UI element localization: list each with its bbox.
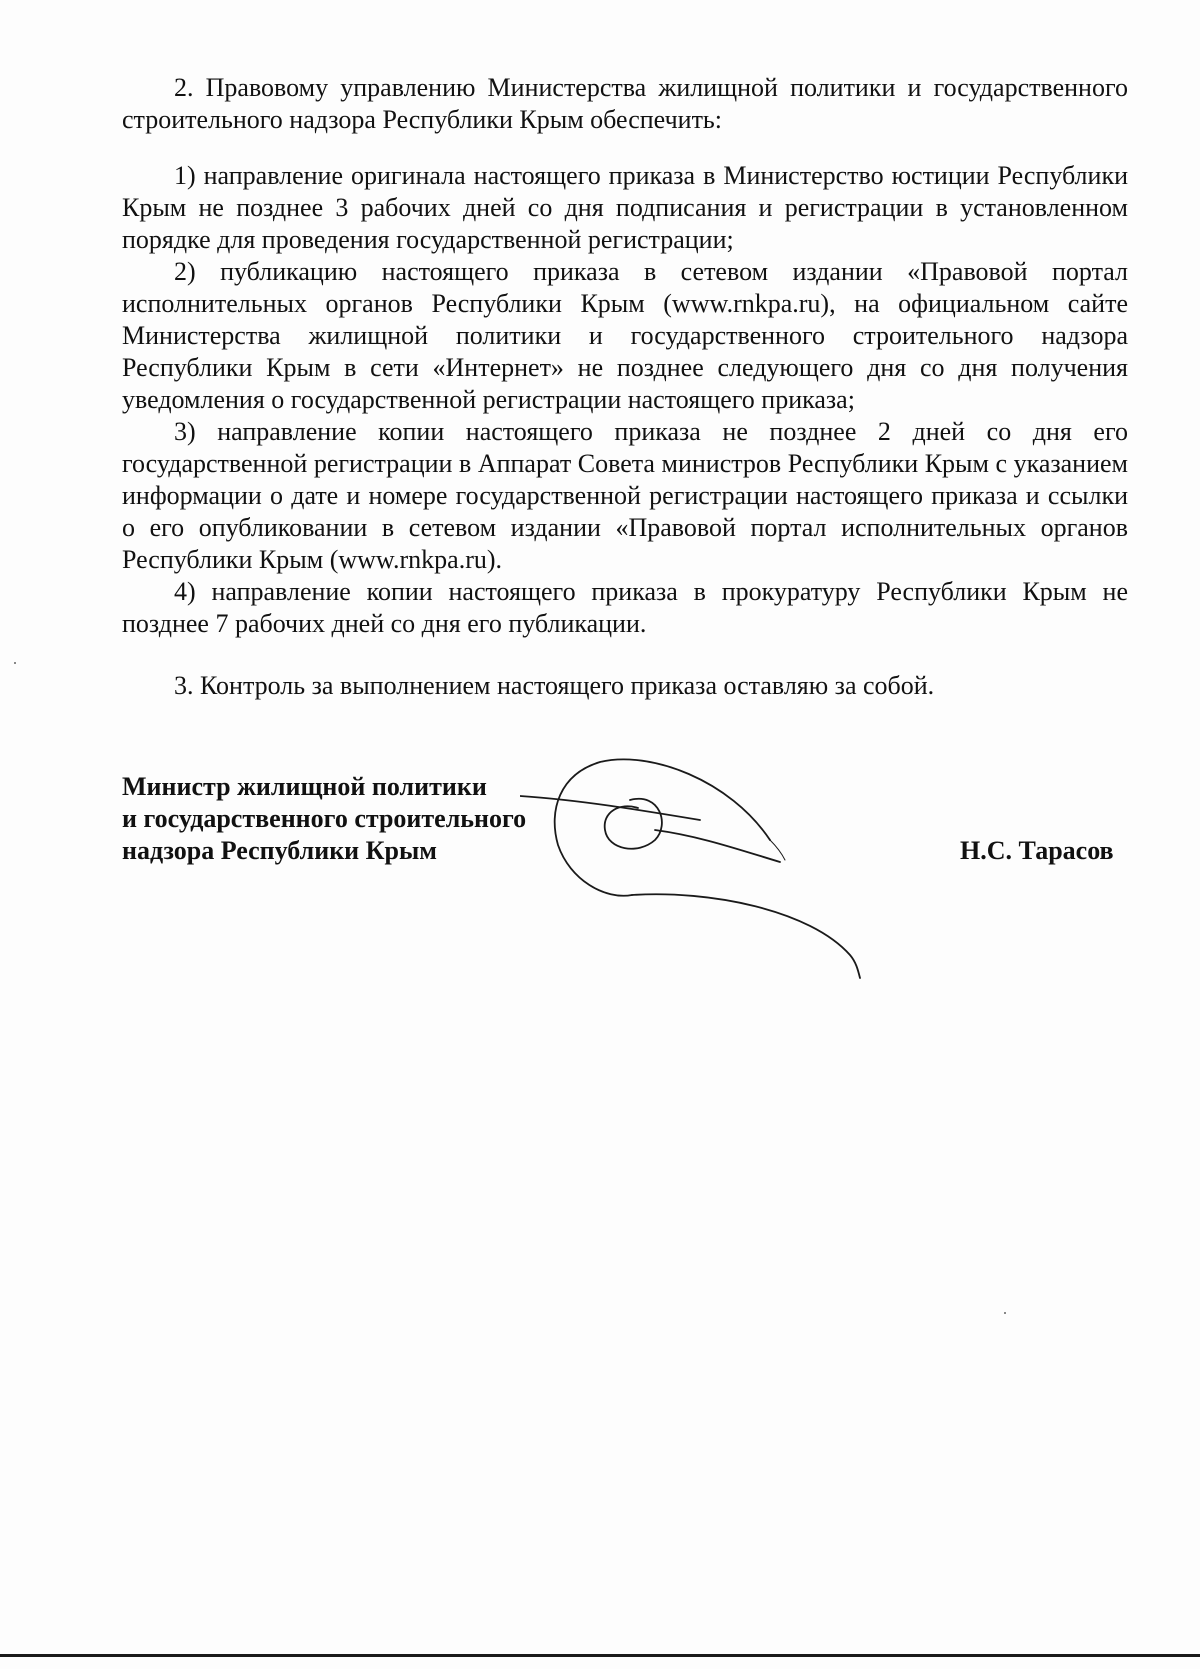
scan-speck xyxy=(1004,1312,1006,1314)
bottom-rule xyxy=(0,1654,1200,1657)
paragraph-2-item-1: 1) направление оригинала настоящего приказа в Министерство юстиции Республики Крым не позднее 3 рабочих дней со дня подписания и регистрации в установленном порядке для проведения государственной регистрации; xyxy=(122,161,1128,254)
signatory-title-line-1: Министр жилищной политики xyxy=(122,772,487,801)
signatory-title xyxy=(122,771,582,867)
paragraph-2: 2. Правовому управлению Министерства жилищной политики и государственного строительного надзора Республики Крым обеспечить: xyxy=(122,73,1128,134)
signatory-name: Н.С. Тарасов xyxy=(960,836,1114,865)
handwritten-signature xyxy=(520,740,900,980)
paragraph-3: 3. Контроль за выполнением настоящего приказа оставляю за собой. xyxy=(174,671,935,700)
paragraph-2-item-4: 4) направление копии настоящего приказа в прокуратуру Республики Крым не позднее 7 рабочих дней со дня его публикации. xyxy=(122,577,1128,638)
paragraph-2-item-2: 2) публикацию настоящего приказа в сетевом издании «Правовой портал исполнительных органов Республики Крым (www.rnkpa.ru), на официальном сайте Министерства жилищной политики и государственного строительного надзора Республики Крым в сети «Интернет» не позднее следующего дня со дня получения уведомления о государственной регистрации настоящего приказа; xyxy=(122,257,1128,414)
paragraph-2-item-3: 3) направление копии настоящего приказа не позднее 2 дней со дня его государственной регистрации в Аппарат Совета министров Республики Крым с указанием информации о дате и номере государственной регистрации настоящего приказа и ссылки о его опубликовании в сетевом издании «Правовой портал исполнительных органов Республики Крым (www.rnkpa.ru). xyxy=(122,417,1128,574)
signatory-title-line-3: надзора Республики Крым xyxy=(122,836,437,865)
signatory-title-line-2: и государственного строительного xyxy=(122,804,527,833)
scan-speck xyxy=(14,662,16,664)
